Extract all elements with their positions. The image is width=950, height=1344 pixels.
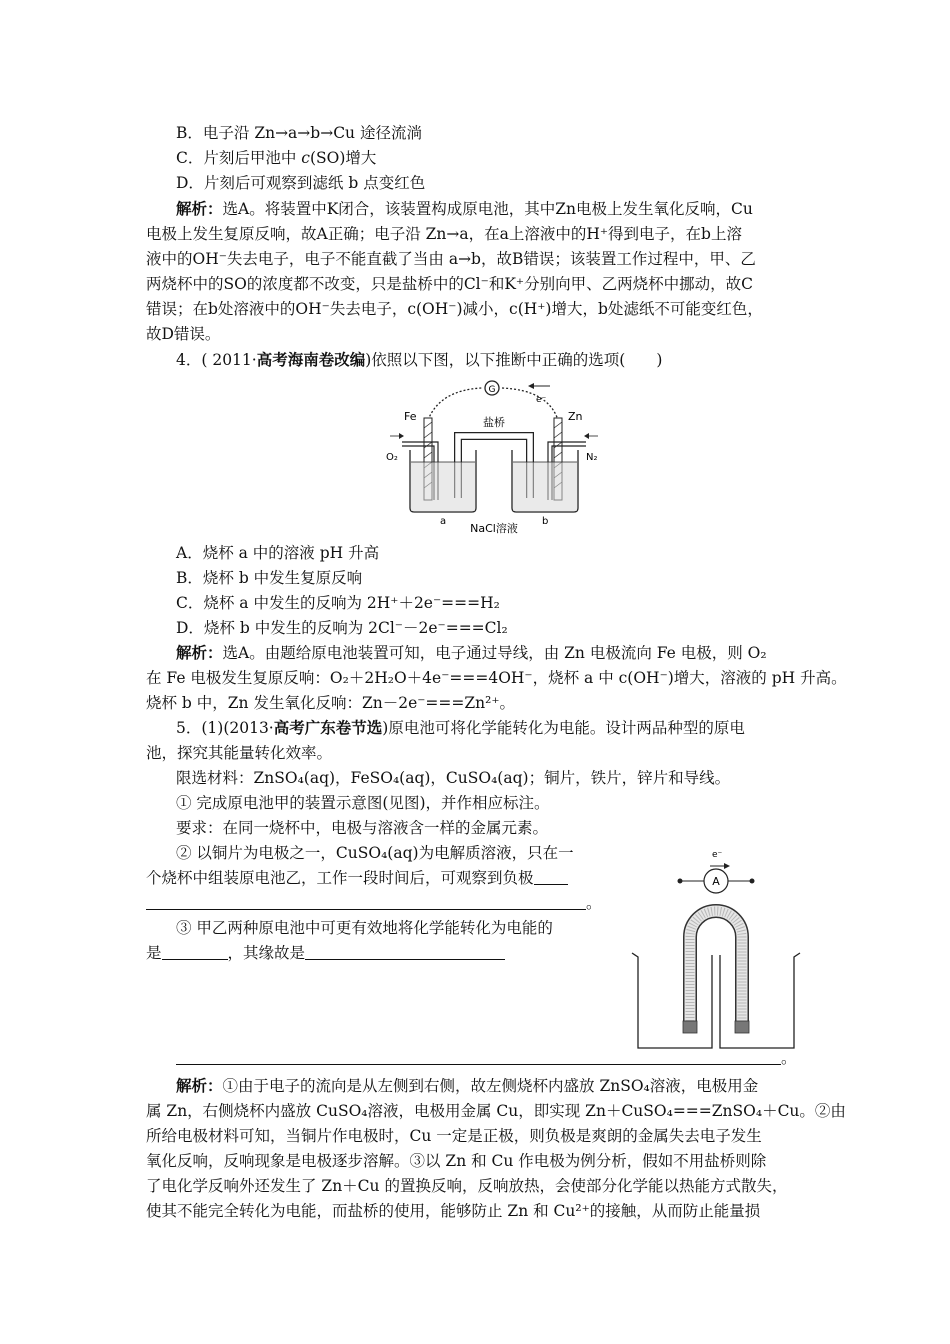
beaker-a-label: a	[440, 516, 447, 527]
electron-arrow-icon	[528, 383, 534, 389]
q5-item3: ③ 甲乙两种原电池中可更有效地将化学能转化为电能的	[176, 919, 553, 937]
q4-stem: 4．( 2011·高考海南卷改编)依照以下图，以下推断中正确的选项( )	[176, 350, 663, 369]
beaker-b-label: b	[542, 516, 549, 527]
beaker-left	[632, 953, 712, 1048]
q5-analysis-line: 属 Zn，右侧烧杯内盛放 CuSO₄溶液，电极用金属 Cu，即实现 Zn＋CuSO₄===ZnSO₄＋Cu。②由	[146, 1102, 846, 1120]
salt-bridge-label: 盐桥	[483, 416, 505, 429]
q4-analysis-line: 在 Fe 电极发生复原反响：O₂＋2H₂O＋4e⁻===4OH⁻，烧杯 a 中 c(OH⁻)增大，溶液的 pH 升高。	[146, 669, 847, 687]
electron-label: e⁻	[712, 850, 723, 860]
salt-bridge	[690, 911, 742, 1021]
q5-answer-line: 。	[146, 893, 602, 913]
answer-blank	[146, 895, 586, 910]
ammeter-label: A	[712, 875, 720, 888]
q5-stem: 5．(1)(2013·高考广东卷节选)原电池可将化学能转化为电能。设计两品种型的原电	[176, 718, 745, 737]
q4-option-b: B．烧杯 b 中发生复原反响	[176, 569, 363, 587]
wire	[502, 388, 558, 420]
q4-option-a: A．烧杯 a 中的溶液 pH 升高	[176, 544, 380, 562]
q3-analysis-line: 故D错误。	[146, 325, 221, 343]
answer-blank	[305, 945, 505, 960]
answer-blank	[176, 1050, 781, 1065]
zn-label: Zn	[568, 410, 583, 423]
q3-option-c: C．片刻后甲池中 c(SO)增大	[176, 149, 377, 167]
solution-label: NaCl溶液	[470, 522, 518, 535]
q4-analysis-line: 解析：选A。由题给原电池装置可知，电子通过导线，由 Zn 电极流向 Fe 电极，则 O₂	[176, 643, 767, 662]
n2-label: N₂	[586, 452, 598, 463]
q4-option-c: C．烧杯 a 中发生的反响为 2H⁺＋2e⁻===H₂	[176, 594, 500, 612]
q5-analysis-line: 所给电极材料可知，当铜片作电极时，Cu 一定是正极，则负极是爽朗的金属失去电子发生	[146, 1127, 762, 1145]
q3-analysis-line: 错误；在b处溶液中的OH⁻失去电子，c(OH⁻)减小，c(H⁺)增大，b处滤纸不可能变红色，	[146, 300, 763, 318]
q3-analysis-line: 电极上发生复原反响，故A正确；电子沿 Zn→a，在a上溶液中的H⁺得到电子，在b上溶	[146, 225, 742, 243]
q4-galvanic-cell-figure	[380, 378, 610, 538]
analysis-label: 解析：	[176, 1076, 223, 1095]
answer-blank	[534, 870, 568, 885]
q3-analysis-line: 解析：选A。将装置中K闭合，该装置构成原电池，其中Zn电极上发生氧化反响，Cu	[176, 199, 753, 218]
answer-blank	[162, 945, 228, 960]
q5-final-answer-line: 。	[176, 1048, 797, 1068]
analysis-label: 解析：	[176, 199, 223, 218]
q5-apparatus-figure	[628, 843, 804, 1051]
analysis-label: 解析：	[176, 643, 223, 662]
q4-option-d: D．烧杯 b 中发生的反响为 2Cl⁻－2e⁻===Cl₂	[176, 619, 508, 637]
q5-analysis-line: 了电化学反响外还发生了 Zn＋Cu 的置换反响，反响放热，会使部分化学能以热能方式散失，	[146, 1177, 788, 1195]
electron-arrow-icon	[724, 863, 730, 869]
q3-option-d: D．片刻后可观察到滤纸 b 点变红色	[176, 174, 426, 192]
fe-label: Fe	[404, 410, 417, 423]
galvanometer-label: G	[488, 385, 496, 395]
q5-stem-cont: 池，探究其能量转化效率。	[146, 744, 333, 762]
q4-analysis-line: 烧杯 b 中，Zn 发生氧化反响：Zn－2e⁻===Zn²⁺。	[146, 694, 516, 712]
q5-item2-cont: 个烧杯中组装原电池乙，工作一段时间后，可观察到负极	[146, 868, 568, 888]
q5-item3-cont: 是 ，其缘故是	[146, 943, 505, 963]
o2-label: O₂	[386, 452, 398, 463]
q5-item1: ① 完成原电池甲的装置示意图(见图)，并作相应标注。	[176, 794, 550, 812]
q3-option-b: B．电子沿 Zn→a→b→Cu 途径流淌	[176, 124, 422, 142]
q3-analysis-line: 两烧杯中的SO的浓度都不改变，只是盐桥中的Cl⁻和K⁺分别向甲、乙两烧杯中挪动，故C	[146, 275, 753, 293]
q5-item2: ② 以铜片为电极之一，CuSO₄(aq)为电解质溶液，只在一	[176, 844, 574, 862]
q5-materials: 限选材料：ZnSO₄(aq)，FeSO₄(aq)，CuSO₄(aq)；铜片，铁片，锌片和导线。	[176, 769, 731, 787]
q5-analysis-line: 解析：①由于电子的流向是从左侧到右侧，故左侧烧杯内盛放 ZnSO₄溶液，电极用金	[176, 1076, 759, 1095]
q3-analysis-line: 液中的OH⁻失去电子，电子不能直截了当由 a→b，故B错误；该装置工作过程中，甲、乙	[146, 250, 756, 268]
wire	[428, 388, 482, 420]
q5-analysis-line: 氧化反响，反响现象是电极逐步溶解。③以 Zn 和 Cu 作电极为例分析，假如不用盐桥则除	[146, 1152, 767, 1170]
q5-requirement: 要求：在同一烧杯中，电极与溶液含一样的金属元素。	[176, 819, 549, 837]
electron-label: e⁻	[536, 395, 547, 405]
beaker-right	[720, 953, 800, 1048]
q5-analysis-line: 使其不能完全转化为电能，而盐桥的使用，能够防止 Zn 和 Cu²⁺的接触，从而防止能量损	[146, 1202, 761, 1220]
